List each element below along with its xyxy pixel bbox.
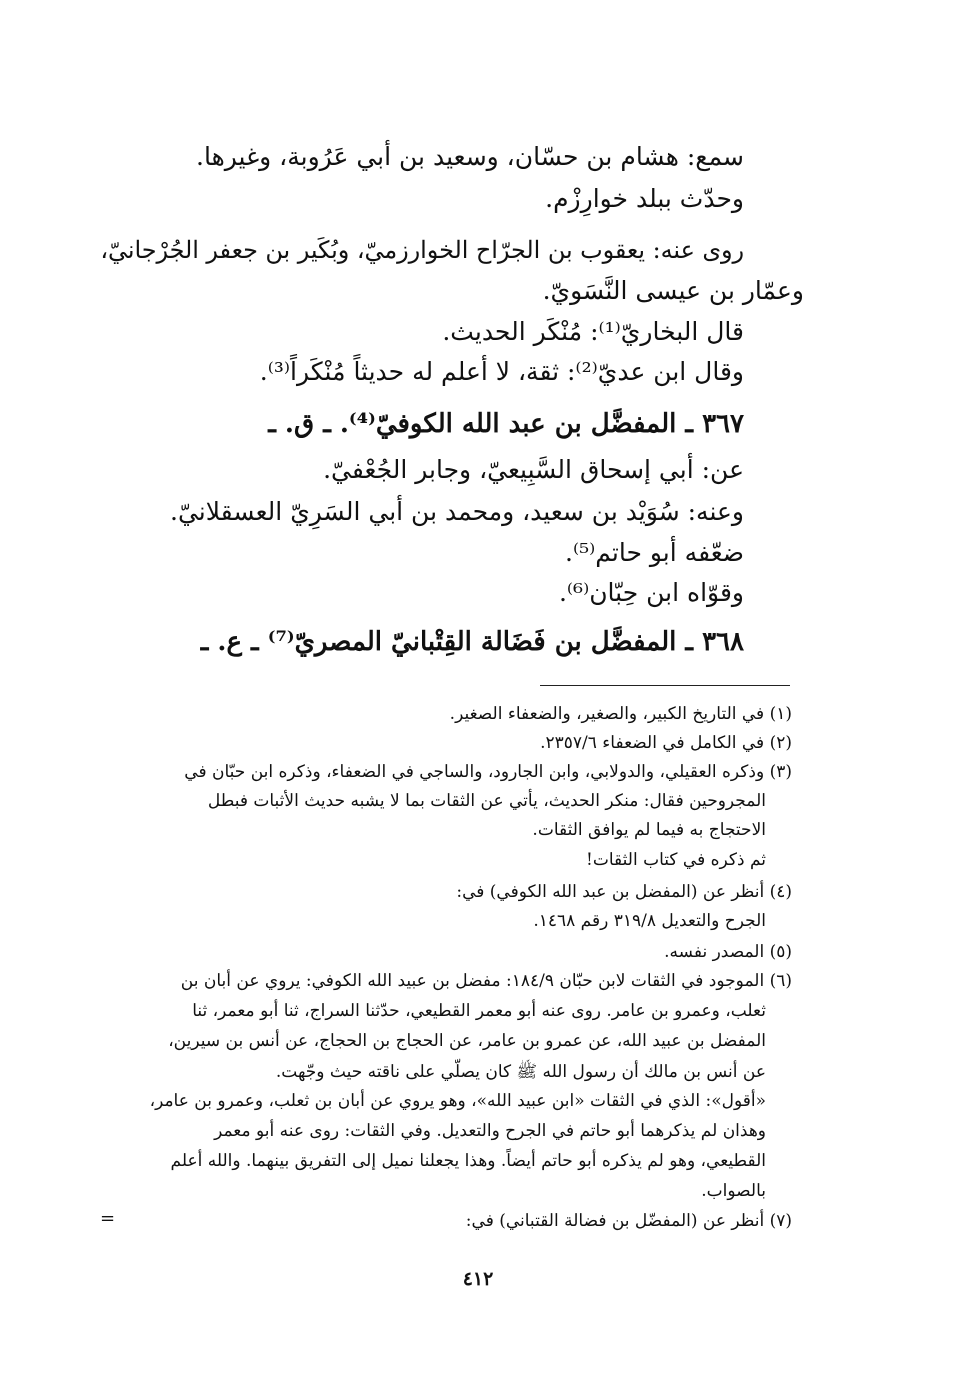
footnote-6-line-2: ثعلب، وعمرو بن عامر. روى عنه أبو معمر القطيعي، حدّثنا السراج، ثنا أبو معمر، ثنا [192, 1001, 766, 1021]
footnote-6-line-6: وهذان لم يذكرهما أبو حاتم في الجرح والتعديل. وفي الثقات: روى عنه أبو معمر [214, 1121, 766, 1141]
entry-heading-368: ٣٦٨ ـ المفضَّل بن فَضَالة القِتْبانيّ المصريّ⁽⁷⁾ ـ ع. ـ [200, 627, 744, 657]
footnote-3-line-3: الاحتجاج به فيما لم يوافق الثقات. [532, 820, 766, 840]
body-line-7: عن: أبي إسحاق السَّبِيعيّ، وجابر الجُعْفيّ. [323, 455, 744, 484]
body-line-1: سمع: هشام بن حسّان، وسعيد بن أبي عَرُوبة، وغيرها. [196, 142, 744, 171]
body-line-2: وحدّث ببلد خوارِزْم. [545, 184, 744, 213]
footnote-7: (٧) أنظر عن (المفضّل بن فضالة القتباني) في: [465, 1211, 792, 1231]
footnote-2: (٢) في الكامل في الضعفاء ٢٣٥٧/٦. [540, 733, 792, 753]
footnote-1: (١) في التاريخ الكبير، والصغير، والضعفاء الصغير. [449, 704, 792, 724]
footnote-4-line-2: الجرح والتعديل ٣١٩/٨ رقم ١٤٦٨. [533, 911, 766, 931]
footnote-6-line-4: عن أنس بن مالك أن رسول الله ﷺ كان يصلّي على ناقته حيث وجّهت. [275, 1062, 766, 1082]
body-line-8: وعنه: سُوَيْد بن سعيد، ومحمد بن أبي السَرِيّ العسقلانيّ. [170, 497, 744, 526]
margin-mark: = [100, 1208, 116, 1229]
footnote-3-line-1: (٣) وذكره العقيلي، والدولابي، وابن الجارود، والساجي في الضعفاء، وذكره ابن حبّان في [184, 762, 792, 782]
footnote-6-line-5: «أقول»: الذي في الثقات «ابن عبيد الله»، وهو يروي عن أبان بن ثعلب، وعمرو بن عامر، [149, 1091, 766, 1111]
body-line-4: وعمّار بن عيسى النَّسَويّ. [542, 276, 804, 305]
footnote-6-line-8: بالصواب. [701, 1181, 766, 1201]
body-line-6: وقال ابن عديّ⁽²⁾: ثقة، لا أعلم له حديثاً مُنْكَراً⁽³⁾. [259, 357, 744, 386]
entry-heading-367: ٣٦٧ ـ المفضَّل بن عبد الله الكوفيّ⁽⁴⁾. ـ ق. ـ [268, 409, 744, 439]
body-line-9: ضعّفه أبو حاتم⁽⁵⁾. [565, 538, 744, 567]
footnote-5: (٥) المصدر نفسه. [664, 942, 792, 962]
footnote-6-line-7: القطيعي، وهو لم يذكره أبو حاتم أيضاً. وهذا يجعلنا نميل إلى التفريق بينهما. والله أعلم [170, 1151, 766, 1171]
footnote-3-line-2: المجروحين فقال: منكر الحديث، يأتي عن الثقات بما لا يشبه حديث الأثبات فبطل [207, 791, 766, 811]
body-line-10: وقوّاه ابن حِبّان⁽⁶⁾. [558, 578, 744, 607]
page-number: ٤١٢ [462, 1268, 494, 1290]
footnote-6-line-3: المفضل بن عبيد الله، عن عمرو بن عامر، عن الحجاج بن الحجاج، عن أنس بن سيرين، [168, 1031, 766, 1051]
body-line-5: قال البخاريّ⁽¹⁾: مُنْكَر الحديث. [442, 317, 744, 346]
body-line-3: روى عنه: يعقوب بن الجرّاح الخوارزميّ، وبُكَير بن جعفر الجُرْجانيّ، [100, 236, 744, 264]
footnote-6-line-1: (٦) الموجود في الثقات لابن حبّان ١٨٤/٩: مفضل بن عبيد الله الكوفي: يروي عن أبان بن [180, 971, 792, 991]
footnote-3-line-4: ثم ذكره في كتاب الثقات! [586, 850, 766, 870]
footnote-separator [540, 685, 790, 686]
footnote-4-line-1: (٤) أنظر عن (المفضل بن عبد الله الكوفي) في: [456, 882, 792, 902]
